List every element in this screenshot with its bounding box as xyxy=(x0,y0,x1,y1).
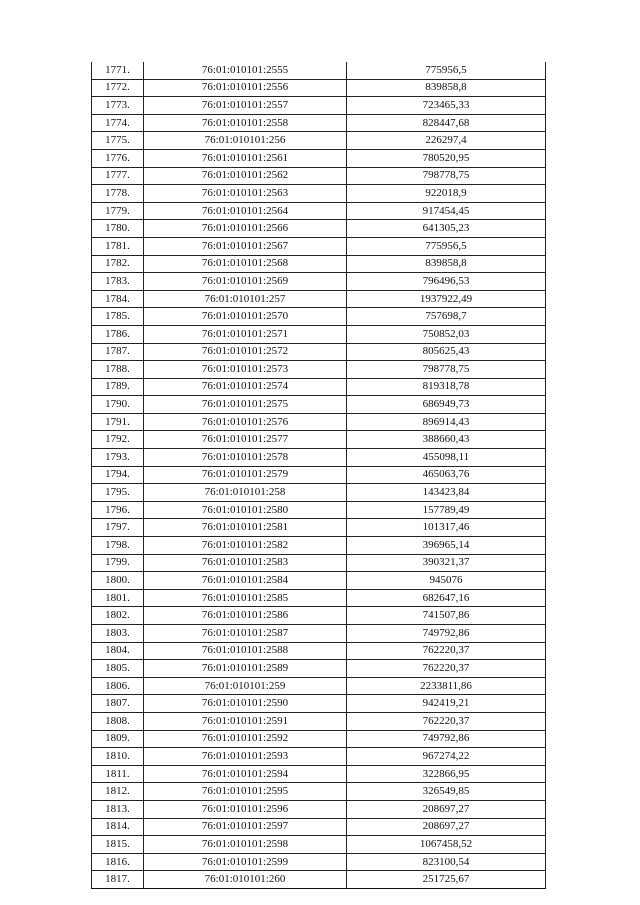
cadastral-value-cell: 251725,67 xyxy=(347,871,546,889)
cadastral-number-cell: 76:01:010101:257 xyxy=(144,290,347,308)
cadastral-value-cell: 945076 xyxy=(347,572,546,590)
table-row xyxy=(92,589,546,607)
cadastral-value-cell: 780520,95 xyxy=(347,149,546,167)
cadastral-number-cell: 76:01:010101:2569 xyxy=(144,273,347,291)
cadastral-number-cell: 76:01:010101:2584 xyxy=(144,572,347,590)
cadastral-value-cell: 101317,46 xyxy=(347,519,546,537)
cadastral-number-cell: 76:01:010101:2562 xyxy=(144,167,347,185)
cadastral-number-cell: 76:01:010101:2593 xyxy=(144,748,347,766)
cadastral-value-cell: 723465,33 xyxy=(347,97,546,115)
cadastral-number-cell: 76:01:010101:2595 xyxy=(144,783,347,801)
table-row xyxy=(92,466,546,484)
row-number-cell: 1802. xyxy=(92,607,144,625)
cadastral-value-cell: 922018,9 xyxy=(347,185,546,203)
cadastral-value-cell: 775956,5 xyxy=(347,237,546,255)
cadastral-value-cell: 828447,68 xyxy=(347,114,546,132)
row-number-cell: 1775. xyxy=(92,132,144,150)
row-number-cell: 1804. xyxy=(92,642,144,660)
cadastral-value-cell: 762220,37 xyxy=(347,660,546,678)
table-row xyxy=(92,484,546,502)
cadastral-value-cell: 208697,27 xyxy=(347,800,546,818)
table-row xyxy=(92,625,546,643)
row-number-cell: 1817. xyxy=(92,871,144,889)
table-row xyxy=(92,730,546,748)
row-number-cell: 1815. xyxy=(92,836,144,854)
cadastral-number-cell: 76:01:010101:2591 xyxy=(144,712,347,730)
table-row xyxy=(92,871,546,889)
row-number-cell: 1786. xyxy=(92,325,144,343)
row-number-cell: 1790. xyxy=(92,396,144,414)
row-number-cell: 1801. xyxy=(92,589,144,607)
table-row xyxy=(92,290,546,308)
table-row xyxy=(92,237,546,255)
table-row xyxy=(92,501,546,519)
row-number-cell: 1777. xyxy=(92,167,144,185)
row-number-cell: 1809. xyxy=(92,730,144,748)
table-row xyxy=(92,167,546,185)
cadastral-value-cell: 757698,7 xyxy=(347,308,546,326)
cadastral-number-cell: 76:01:010101:2571 xyxy=(144,325,347,343)
table-row xyxy=(92,695,546,713)
table-row xyxy=(92,413,546,431)
cadastral-value-cell: 762220,37 xyxy=(347,642,546,660)
cadastral-value-table xyxy=(91,62,546,889)
table-row xyxy=(92,853,546,871)
table-row xyxy=(92,378,546,396)
row-number-cell: 1791. xyxy=(92,413,144,431)
cadastral-number-cell: 76:01:010101:2583 xyxy=(144,554,347,572)
table-row xyxy=(92,572,546,590)
row-number-cell: 1806. xyxy=(92,677,144,695)
table-row xyxy=(92,325,546,343)
cadastral-value-cell: 1937922,49 xyxy=(347,290,546,308)
row-number-cell: 1795. xyxy=(92,484,144,502)
cadastral-value-cell: 208697,27 xyxy=(347,818,546,836)
row-number-cell: 1803. xyxy=(92,625,144,643)
cadastral-value-cell: 682647,16 xyxy=(347,589,546,607)
cadastral-value-cell: 641305,23 xyxy=(347,220,546,238)
cadastral-number-cell: 76:01:010101:2585 xyxy=(144,589,347,607)
row-number-cell: 1789. xyxy=(92,378,144,396)
table-row xyxy=(92,431,546,449)
table-row xyxy=(92,202,546,220)
cadastral-number-cell: 76:01:010101:2596 xyxy=(144,800,347,818)
table-row xyxy=(92,185,546,203)
table-row xyxy=(92,554,546,572)
row-number-cell: 1781. xyxy=(92,237,144,255)
table-row xyxy=(92,62,546,79)
row-number-cell: 1771. xyxy=(92,62,144,79)
cadastral-number-cell: 76:01:010101:2568 xyxy=(144,255,347,273)
row-number-cell: 1779. xyxy=(92,202,144,220)
row-number-cell: 1797. xyxy=(92,519,144,537)
table-body xyxy=(92,62,546,888)
row-number-cell: 1784. xyxy=(92,290,144,308)
table-row xyxy=(92,537,546,555)
table-row xyxy=(92,97,546,115)
row-number-cell: 1794. xyxy=(92,466,144,484)
table-row xyxy=(92,361,546,379)
cadastral-number-cell: 76:01:010101:2599 xyxy=(144,853,347,871)
cadastral-value-cell: 750852,03 xyxy=(347,325,546,343)
cadastral-value-cell: 942419,21 xyxy=(347,695,546,713)
cadastral-value-cell: 2233811,86 xyxy=(347,677,546,695)
cadastral-value-cell: 839858,8 xyxy=(347,255,546,273)
cadastral-number-cell: 76:01:010101:256 xyxy=(144,132,347,150)
cadastral-number-cell: 76:01:010101:2594 xyxy=(144,765,347,783)
cadastral-number-cell: 76:01:010101:2573 xyxy=(144,361,347,379)
cadastral-value-cell: 839858,8 xyxy=(347,79,546,97)
table-row xyxy=(92,255,546,273)
cadastral-value-cell: 157789,49 xyxy=(347,501,546,519)
row-number-cell: 1811. xyxy=(92,765,144,783)
table-row xyxy=(92,273,546,291)
cadastral-number-cell: 76:01:010101:2574 xyxy=(144,378,347,396)
cadastral-value-cell: 388660,43 xyxy=(347,431,546,449)
row-number-cell: 1773. xyxy=(92,97,144,115)
table-row xyxy=(92,677,546,695)
cadastral-number-cell: 76:01:010101:2581 xyxy=(144,519,347,537)
cadastral-number-cell: 76:01:010101:260 xyxy=(144,871,347,889)
cadastral-value-cell: 322866,95 xyxy=(347,765,546,783)
cadastral-value-cell: 796496,53 xyxy=(347,273,546,291)
row-number-cell: 1780. xyxy=(92,220,144,238)
cadastral-number-cell: 76:01:010101:2572 xyxy=(144,343,347,361)
row-number-cell: 1814. xyxy=(92,818,144,836)
cadastral-number-cell: 76:01:010101:2564 xyxy=(144,202,347,220)
cadastral-number-cell: 76:01:010101:2597 xyxy=(144,818,347,836)
row-number-cell: 1787. xyxy=(92,343,144,361)
cadastral-value-cell: 390321,37 xyxy=(347,554,546,572)
cadastral-value-cell: 823100,54 xyxy=(347,853,546,871)
row-number-cell: 1808. xyxy=(92,712,144,730)
row-number-cell: 1812. xyxy=(92,783,144,801)
row-number-cell: 1796. xyxy=(92,501,144,519)
row-number-cell: 1788. xyxy=(92,361,144,379)
cadastral-number-cell: 76:01:010101:2587 xyxy=(144,625,347,643)
table-row xyxy=(92,765,546,783)
cadastral-number-cell: 76:01:010101:259 xyxy=(144,677,347,695)
row-number-cell: 1813. xyxy=(92,800,144,818)
cadastral-number-cell: 76:01:010101:2558 xyxy=(144,114,347,132)
row-number-cell: 1816. xyxy=(92,853,144,871)
cadastral-value-cell: 819318,78 xyxy=(347,378,546,396)
cadastral-number-cell: 76:01:010101:2578 xyxy=(144,449,347,467)
cadastral-number-cell: 76:01:010101:2557 xyxy=(144,97,347,115)
row-number-cell: 1798. xyxy=(92,537,144,555)
cadastral-value-cell: 798778,75 xyxy=(347,167,546,185)
cadastral-number-cell: 76:01:010101:2592 xyxy=(144,730,347,748)
table-row xyxy=(92,783,546,801)
cadastral-number-cell: 76:01:010101:2567 xyxy=(144,237,347,255)
cadastral-number-cell: 76:01:010101:258 xyxy=(144,484,347,502)
cadastral-number-cell: 76:01:010101:2575 xyxy=(144,396,347,414)
cadastral-value-cell: 686949,73 xyxy=(347,396,546,414)
cadastral-value-cell: 455098,11 xyxy=(347,449,546,467)
cadastral-value-cell: 917454,45 xyxy=(347,202,546,220)
row-number-cell: 1805. xyxy=(92,660,144,678)
table-row xyxy=(92,308,546,326)
cadastral-number-cell: 76:01:010101:2598 xyxy=(144,836,347,854)
cadastral-number-cell: 76:01:010101:2589 xyxy=(144,660,347,678)
row-number-cell: 1772. xyxy=(92,79,144,97)
table-row xyxy=(92,79,546,97)
row-number-cell: 1792. xyxy=(92,431,144,449)
row-number-cell: 1778. xyxy=(92,185,144,203)
table-row xyxy=(92,343,546,361)
table-row xyxy=(92,712,546,730)
table-row xyxy=(92,818,546,836)
row-number-cell: 1785. xyxy=(92,308,144,326)
cadastral-value-cell: 749792,86 xyxy=(347,625,546,643)
cadastral-number-cell: 76:01:010101:2561 xyxy=(144,149,347,167)
table-row xyxy=(92,836,546,854)
table-row xyxy=(92,519,546,537)
table-row xyxy=(92,149,546,167)
cadastral-number-cell: 76:01:010101:2570 xyxy=(144,308,347,326)
cadastral-value-cell: 762220,37 xyxy=(347,712,546,730)
table-row xyxy=(92,220,546,238)
cadastral-value-cell: 798778,75 xyxy=(347,361,546,379)
cadastral-number-cell: 76:01:010101:2582 xyxy=(144,537,347,555)
table-row xyxy=(92,449,546,467)
row-number-cell: 1783. xyxy=(92,273,144,291)
row-number-cell: 1774. xyxy=(92,114,144,132)
cadastral-number-cell: 76:01:010101:2588 xyxy=(144,642,347,660)
table-row xyxy=(92,660,546,678)
cadastral-number-cell: 76:01:010101:2563 xyxy=(144,185,347,203)
row-number-cell: 1793. xyxy=(92,449,144,467)
cadastral-number-cell: 76:01:010101:2556 xyxy=(144,79,347,97)
table-row xyxy=(92,607,546,625)
table-row xyxy=(92,800,546,818)
cadastral-number-cell: 76:01:010101:2590 xyxy=(144,695,347,713)
cadastral-value-cell: 226297,4 xyxy=(347,132,546,150)
cadastral-value-cell: 326549,85 xyxy=(347,783,546,801)
cadastral-value-cell: 805625,43 xyxy=(347,343,546,361)
table-row xyxy=(92,396,546,414)
row-number-cell: 1776. xyxy=(92,149,144,167)
cadastral-value-cell: 396965,14 xyxy=(347,537,546,555)
row-number-cell: 1782. xyxy=(92,255,144,273)
cadastral-number-cell: 76:01:010101:2566 xyxy=(144,220,347,238)
row-number-cell: 1799. xyxy=(92,554,144,572)
row-number-cell: 1800. xyxy=(92,572,144,590)
cadastral-number-cell: 76:01:010101:2580 xyxy=(144,501,347,519)
cadastral-value-cell: 967274,22 xyxy=(347,748,546,766)
cadastral-value-cell: 143423,84 xyxy=(347,484,546,502)
cadastral-number-cell: 76:01:010101:2576 xyxy=(144,413,347,431)
cadastral-number-cell: 76:01:010101:2579 xyxy=(144,466,347,484)
cadastral-value-cell: 775956,5 xyxy=(347,62,546,79)
table-row xyxy=(92,642,546,660)
cadastral-number-cell: 76:01:010101:2555 xyxy=(144,62,347,79)
cadastral-value-cell: 896914,43 xyxy=(347,413,546,431)
row-number-cell: 1807. xyxy=(92,695,144,713)
cadastral-value-cell: 741507,86 xyxy=(347,607,546,625)
cadastral-number-cell: 76:01:010101:2577 xyxy=(144,431,347,449)
table-row xyxy=(92,132,546,150)
cadastral-number-cell: 76:01:010101:2586 xyxy=(144,607,347,625)
table-row xyxy=(92,114,546,132)
cadastral-value-cell: 1067458,52 xyxy=(347,836,546,854)
table-row xyxy=(92,748,546,766)
cadastral-value-cell: 749792,86 xyxy=(347,730,546,748)
cadastral-value-cell: 465063,76 xyxy=(347,466,546,484)
row-number-cell: 1810. xyxy=(92,748,144,766)
